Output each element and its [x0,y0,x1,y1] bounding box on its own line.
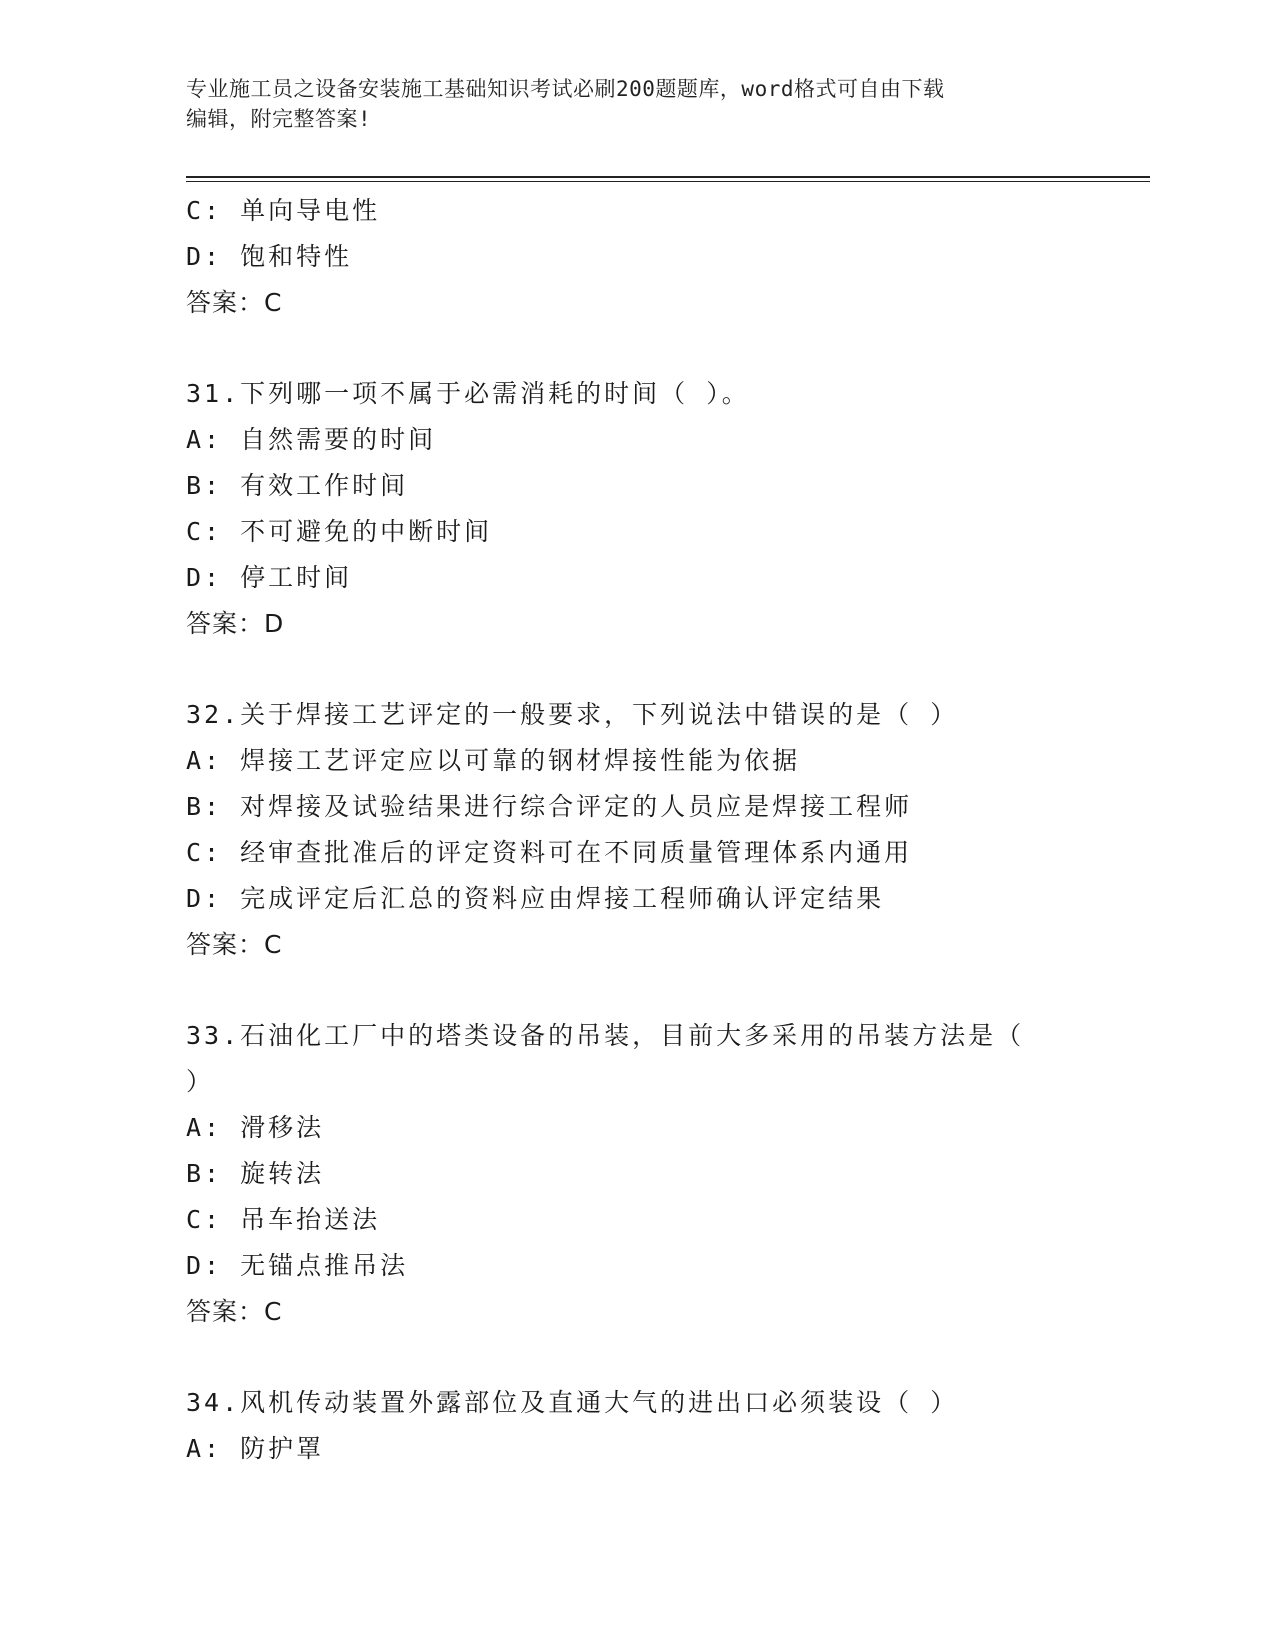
option-a: A: 自然需要的时间 [186,425,437,454]
page-header [186,74,1086,134]
option-b: B: 有效工作时间 [186,471,409,500]
question-34 [186,1380,1146,1472]
option-a: A: 滑移法 [186,1113,325,1142]
header-title-line-1: 专业施工员之设备安装施工基础知识考试必刷200题题库，word格式可自由下载 [186,77,945,101]
option-b: B: 旋转法 [186,1159,325,1188]
option-d: D: 完成评定后汇总的资料应由焊接工程师确认评定结果 [186,884,885,913]
spacer [186,1335,1146,1380]
question-stem-line-1: 33.石油化工厂中的塔类设备的吊装，目前大多采用的吊装方法是（ [186,1021,1025,1050]
spacer [186,647,1146,692]
option-d: D: 停工时间 [186,563,353,592]
question-stem-line-2: ） [186,1067,215,1096]
answer-line: 答案：D [186,609,285,638]
option-c: C: 吊车抬送法 [186,1205,381,1234]
option-d: D: 无锚点推吊法 [186,1251,409,1280]
question-33 [186,1013,1146,1335]
answer-line: 答案：C [186,288,283,317]
spacer [186,326,1146,371]
answer-line: 答案：C [186,930,283,959]
option-c: C: 不可避免的中断时间 [186,517,493,546]
option-a: A: 防护罩 [186,1434,325,1463]
option-a: A: 焊接工艺评定应以可靠的钢材焊接性能为依据 [186,746,801,775]
option-d: D: 饱和特性 [186,242,353,271]
option-c: C: 经审查批准后的评定资料可在不同质量管理体系内通用 [186,838,913,867]
header-divider-thick [186,176,1150,178]
question-31 [186,371,1146,647]
question-stem: 31.下列哪一项不属于必需消耗的时间（ ）。 [186,379,750,408]
answer-line: 答案：C [186,1297,283,1326]
option-c: C: 单向导电性 [186,196,381,225]
question-32 [186,692,1146,968]
question-list [186,188,1146,1472]
header-title-line-2: 编辑，附完整答案! [186,107,372,131]
question-30-fragment [186,188,1146,326]
header-divider-thin [186,181,1150,182]
question-stem: 34.风机传动装置外露部位及直通大气的进出口必须装设（ ） [186,1388,959,1417]
spacer [186,968,1146,1013]
option-b: B: 对焊接及试验结果进行综合评定的人员应是焊接工程师 [186,792,913,821]
question-stem: 32.关于焊接工艺评定的一般要求，下列说法中错误的是（ ） [186,700,959,729]
